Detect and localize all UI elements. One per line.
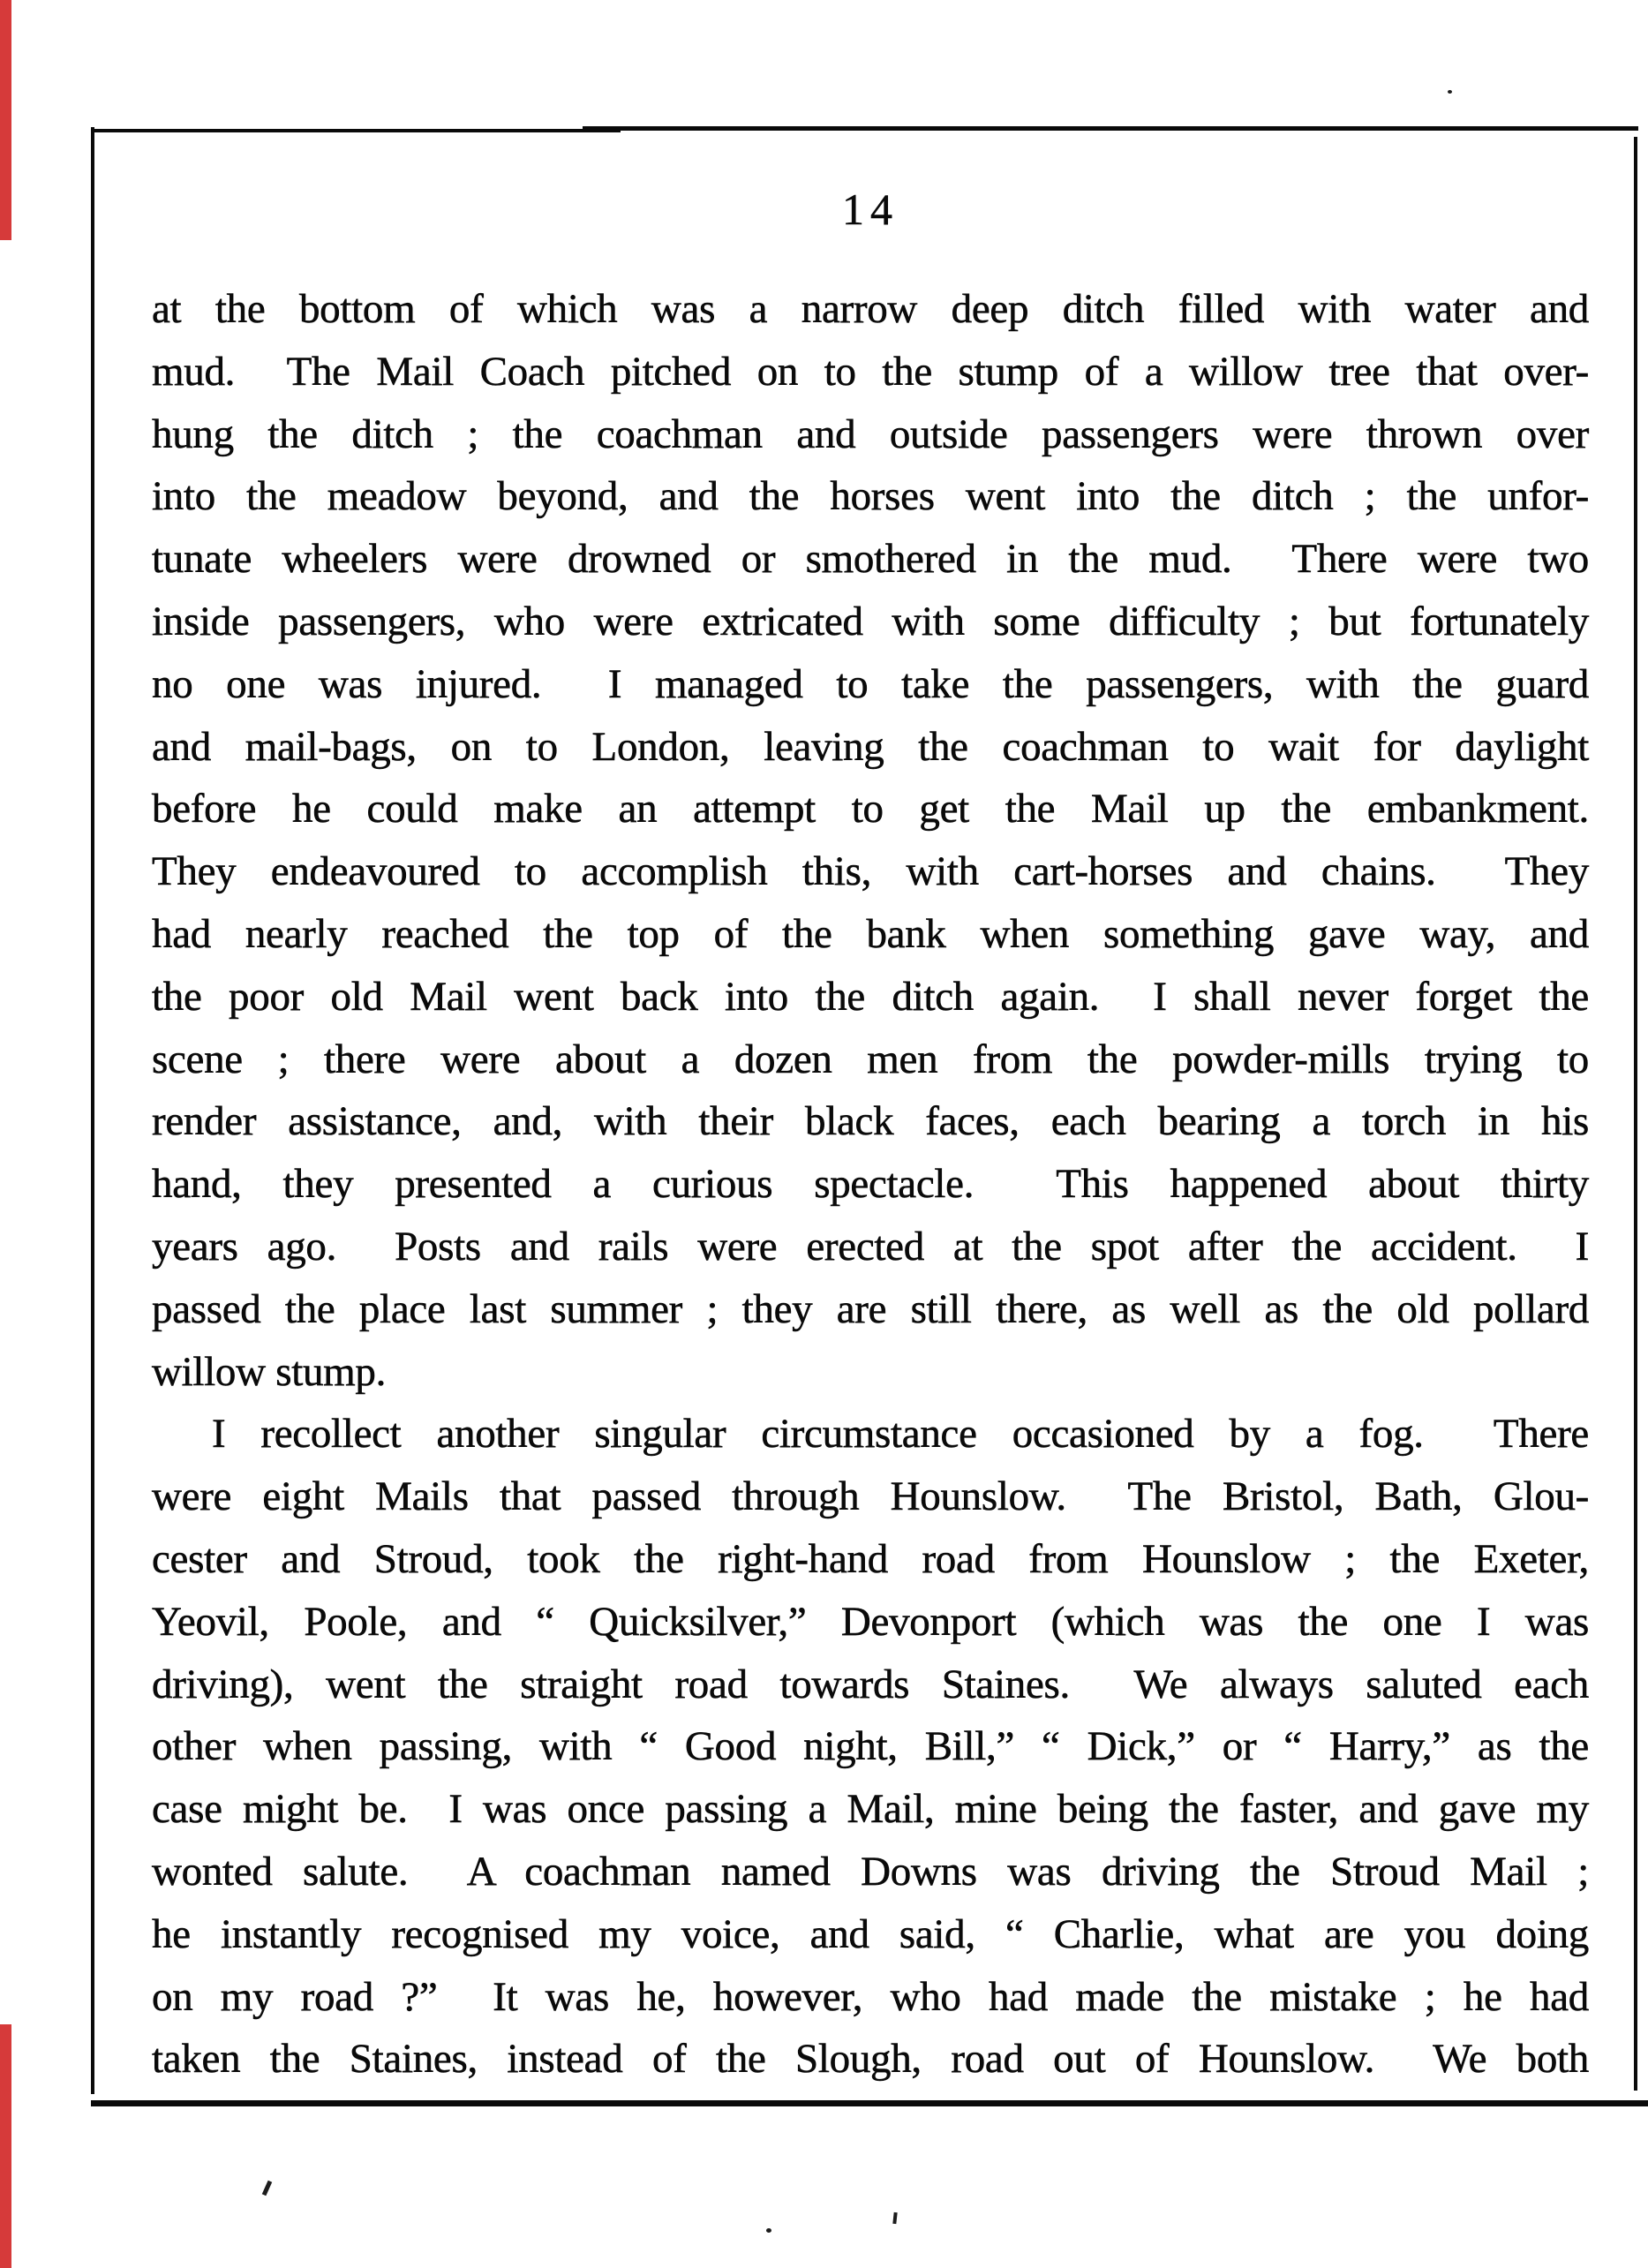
- text-line: mud. The Mail Coach pitched on to the stump of a willow tree that over-: [152, 348, 1589, 395]
- page-border-top: [91, 129, 621, 132]
- paragraph-2: [152, 1403, 1589, 2091]
- page-border-top-2: [583, 126, 1638, 131]
- text-line: willow stump.: [152, 1348, 387, 1395]
- page-number: 14: [842, 185, 899, 234]
- page-text: [152, 278, 1589, 2091]
- ink-speck: [766, 2228, 771, 2233]
- text-line: I recollect another singular circumstance occasioned by a fog. There: [212, 1411, 1589, 1458]
- text-line: years ago. Posts and rails were erected at the spot after the accident. I: [152, 1223, 1589, 1270]
- text-line: cester and Stroud, took the right-hand road from Hounslow ; the Exeter,: [152, 1535, 1589, 1582]
- paragraph-1: [152, 278, 1589, 1403]
- text-line: passed the place last summer ; they are still there, as well as the old pollard: [152, 1285, 1589, 1332]
- page-border-left: [91, 127, 94, 2094]
- text-line: no one was injured. I managed to take the passengers, with the guard: [152, 660, 1589, 707]
- text-line: inside passengers, who were extricated with some difficulty ; but fortunately: [152, 598, 1589, 644]
- ink-speck: [262, 2181, 272, 2196]
- text-line: case might be. I was once passing a Mail, mine being the faster, and gave my: [152, 1786, 1589, 1833]
- text-line: the poor old Mail went back into the ditch again. I shall never forget the: [152, 973, 1589, 1020]
- text-line: taken the Staines, instead of the Slough, road out of Hounslow. We both: [152, 2036, 1589, 2083]
- ink-speck: [892, 2212, 897, 2224]
- text-line: he instantly recognised my voice, and said, “ Charlie, what are you doing: [152, 1910, 1589, 1957]
- text-line: into the meadow beyond, and the horses went into the ditch ; the unfor-: [152, 473, 1589, 520]
- text-line: hand, they presented a curious spectacle. This happened about thirty: [152, 1161, 1589, 1208]
- text-line: render assistance, and, with their black faces, each bearing a torch in his: [152, 1098, 1589, 1145]
- ink-speck: [1448, 90, 1452, 94]
- text-line: and mail-bags, on to London, leaving the coachman to wait for daylight: [152, 723, 1589, 770]
- text-line: before he could make an attempt to get the Mail up the embankment.: [152, 786, 1589, 833]
- text-line: hung the ditch ; the coachman and outside passengers were thrown over: [152, 411, 1589, 457]
- text-line: tunate wheelers were drowned or smothered in the mud. There were two: [152, 536, 1589, 583]
- text-line: They endeavoured to accomplish this, with cart-horses and chains. They: [152, 848, 1589, 895]
- text-line: other when passing, with “ Good night, Bill,” “ Dick,” or “ Harry,” as the: [152, 1723, 1589, 1770]
- text-line: were eight Mails that passed through Hounslow. The Bristol, Bath, Glou-: [152, 1473, 1589, 1520]
- text-line: had nearly reached the top of the bank when something gave way, and: [152, 910, 1589, 957]
- text-line: on my road ?” It was he, however, who had made the mistake ; he had: [152, 1973, 1589, 2020]
- text-line: scene ; there were about a dozen men from the powder-mills trying to: [152, 1036, 1589, 1082]
- page-border-right: [1634, 137, 1637, 2091]
- text-line: at the bottom of which was a narrow deep ditch filled with water and: [152, 286, 1589, 332]
- page-border-bottom: [91, 2100, 1648, 2106]
- text-line: wonted salute. A coachman named Downs was driving the Stroud Mail ;: [152, 1848, 1589, 1895]
- red-scan-strip-bottom: [0, 2024, 11, 2268]
- text-line: driving), went the straight road towards Staines. We always saluted each: [152, 1661, 1589, 1707]
- red-scan-strip-top: [0, 0, 11, 240]
- text-line: Yeovil, Poole, and “ Quicksilver,” Devonport (which was the one I was: [152, 1598, 1589, 1645]
